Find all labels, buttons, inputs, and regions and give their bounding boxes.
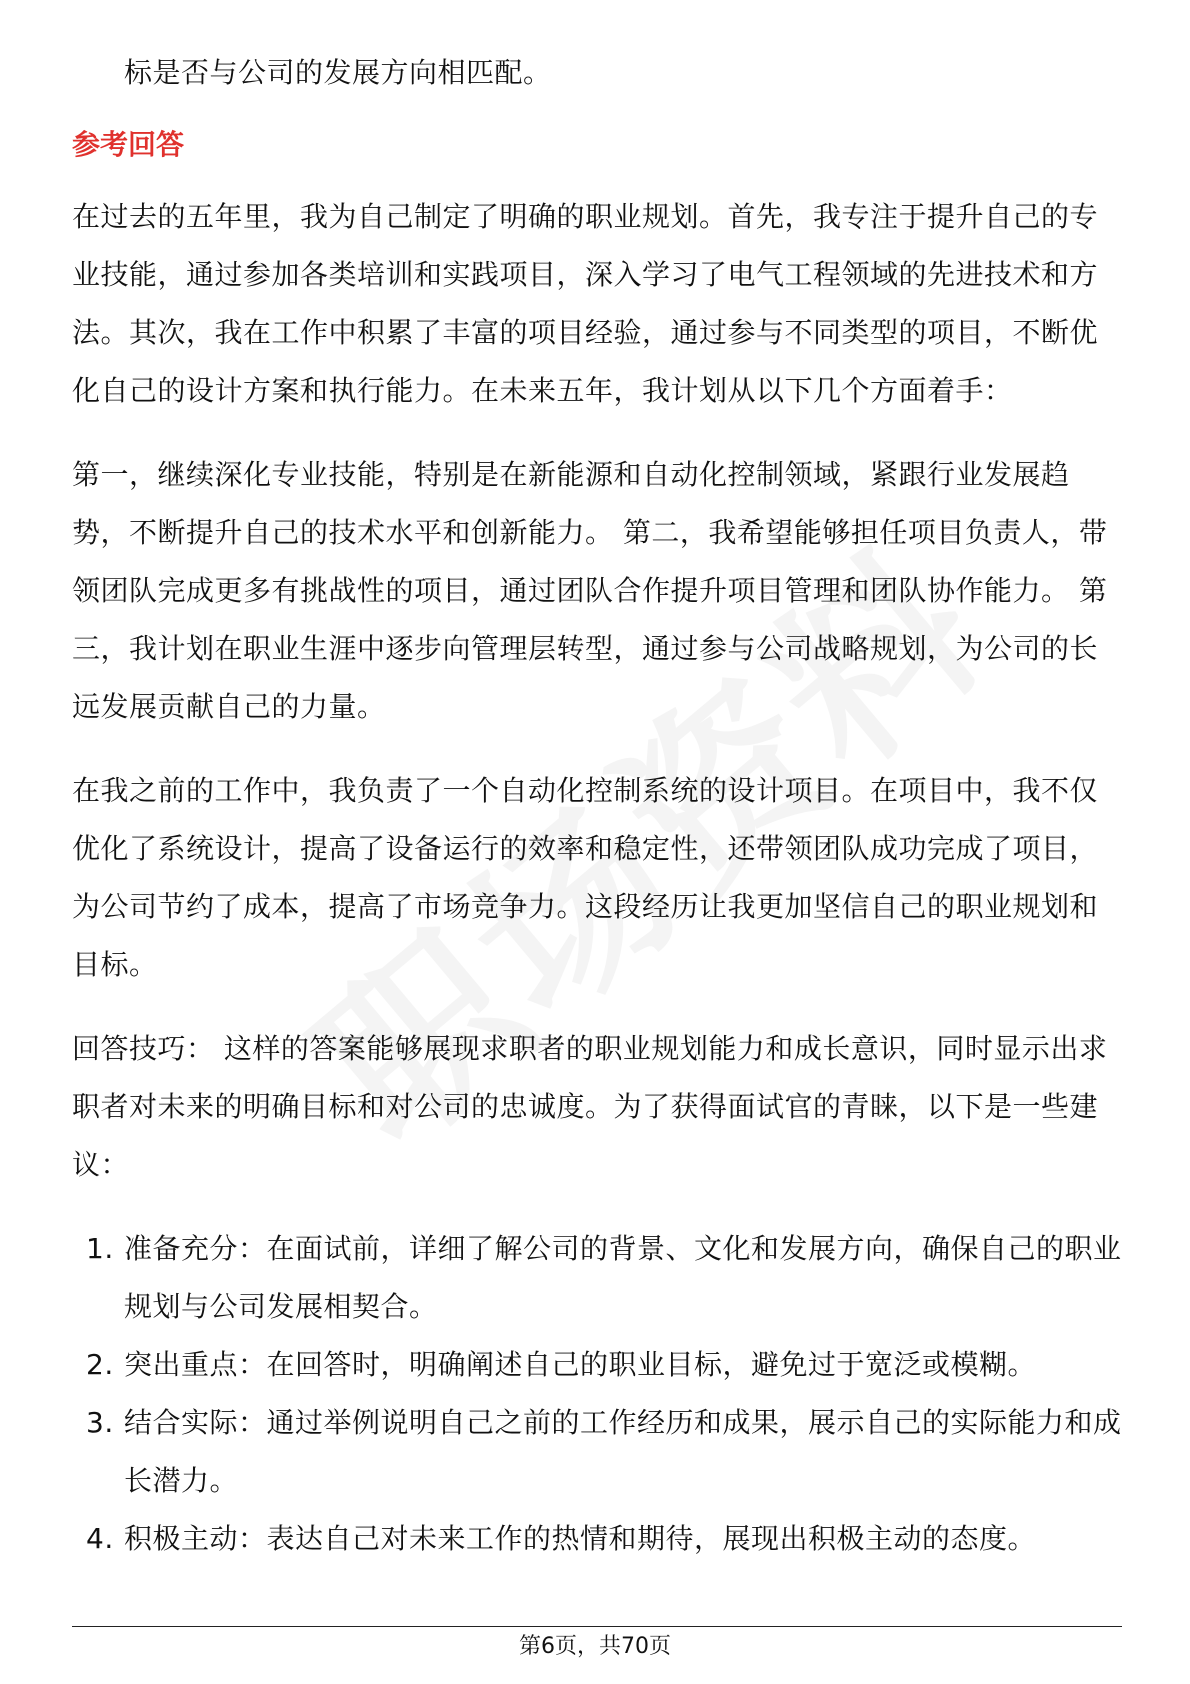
list-item-number: 3. — [86, 1406, 114, 1439]
footer-divider — [72, 1626, 1122, 1627]
list-item-text: 结合实际：通过举例说明自己之前的工作经历和成果，展示自己的实际能力和成长潜力。 — [124, 1406, 1122, 1497]
list-item-number: 2. — [86, 1348, 114, 1381]
list-item-number: 1. — [86, 1232, 114, 1265]
list-item — [72, 1394, 1122, 1510]
list-item — [72, 1510, 1122, 1568]
list-item-text: 准备充分：在面试前，详细了解公司的背景、文化和发展方向，确保自己的职业规划与公司发展相契合。 — [124, 1232, 1122, 1323]
page-content — [72, 44, 1122, 1568]
list-item — [72, 1336, 1122, 1394]
list-item-text: 突出重点：在回答时，明确阐述自己的职业目标，避免过于宽泛或模糊。 — [124, 1348, 1037, 1381]
intro-tail-text: 标是否与公司的发展方向相匹配。 — [124, 56, 552, 89]
page-number: 第6页，共70页 — [519, 1634, 671, 1659]
paragraph-4: 回答技巧： 这样的答案能够展现求职者的职业规划能力和成长意识，同时显示出求职者对未来的明确目标和对公司的忠诚度。为了获得面试官的青睐，以下是一些建议： — [72, 1032, 1108, 1181]
list-item-text: 积极主动：表达自己对未来工作的热情和期待，展现出积极主动的态度。 — [124, 1522, 1037, 1555]
paragraph-3: 在我之前的工作中，我负责了一个自动化控制系统的设计项目。在项目中，我不仅优化了系统设计，提高了设备运行的效率和稳定性，还带领团队成功完成了项目，为公司节约了成本，提高了市场竞争力。这段经历让我更加坚信自己的职业规划和目标。 — [72, 774, 1099, 981]
list-item-number: 4. — [86, 1522, 114, 1555]
tips-list — [72, 1220, 1122, 1568]
paragraph-1: 在过去的五年里，我为自己制定了明确的职业规划。首先，我专注于提升自己的专业技能，通过参加各类培训和实践项目，深入学习了电气工程领域的先进技术和方法。其次，我在工作中积累了丰富的项目经验，通过参与不同类型的项目，不断优化自己的设计方案和执行能力。在未来五年，我计划从以下几个方面着手： — [72, 200, 1099, 407]
paragraph-2: 第一，继续深化专业技能，特别是在新能源和自动化控制领域，紧跟行业发展趋势，不断提升自己的技术水平和创新能力。 第二，我希望能够担任项目负责人，带领团队完成更多有挑战性的项目，通过团队合作提升项目管理和团队协作能力。 第三，我计划在职业生涯中逐步向管理层转型，通过参与公司战略规划，为公司的长远发展贡献自己的力量。 — [72, 458, 1108, 723]
section-heading: 参考回答 — [72, 128, 185, 161]
list-item — [72, 1220, 1122, 1336]
